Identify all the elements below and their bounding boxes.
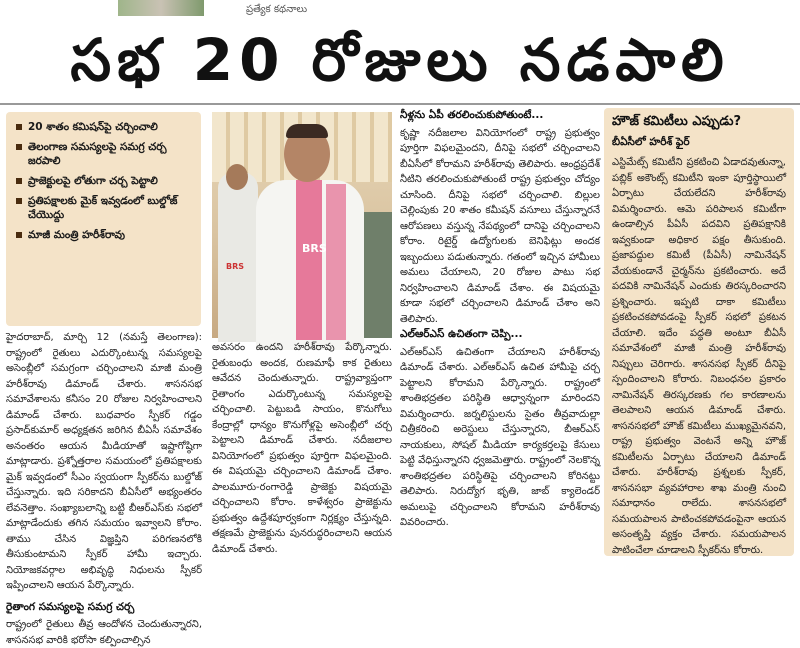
lead-paragraph: హైదరాబాద్, మార్చి 12 (నమస్తే తెలంగాణ): రాష్ట్రంలో రైతులు ఎదుర్కొంటున్న సమస్యలపై అసెంబ్లీలో సమగ్రంగా చర్చించాలని మాజీ మంత్రి హరీశ్‌రావు డిమాండ్ చేశారు. శాసనసభ సమావేశాలను కనీసం 20 రోజుల నిర్వహించాలని డిమాండ్ చేశారు. బుధవారం స్పీకర్ గడ్డం ప్రసాద్‌కుమార్ అధ్యక్షతన జరిగిన బీఏసీ సమావేశం అనంతరం ఆయన మీడియాతో ఇష్టాగోష్ఠిగా మాట్లాడారు. ప్రశ్నోత్తరాల సమయంలో ప్రతిపక్షాలకు మైక్ ఇవ్వడంలో సీఎం స్వయంగా స్పీకర్‌ను బుల్డోజ్ చేస్తున్నారు. ఇది సరికాదని బీఏసీలో అభ్యంతరం లేవనెత్తాం. సంఖ్యాబలాన్ని బట్టి బీఆర్ఎస్‌కు సభలో మాట్లాడేందుకు తగిన సమయం ఇవ్వాలని కోరాం. తాము చేసిన విజ్ఞప్తిని పరిగణనలోకి తీసుకుంటామని స్పీకర్ హామీ ఇచ్చారు. నియోజకవర్గాల అభివృద్ధి నిధులను స్పీకర్ ఇప్పించాలని ఆయన పేర్కొన్నారు. [6, 332, 202, 591]
highlight-item: ప్రాజెక్టులపై లోతుగా చర్చ పెట్టాలి [16, 174, 195, 188]
highlight-item: తెలంగాణ సమస్యలపై సమగ్ర చర్చ జరపాలి [16, 140, 195, 168]
subheading-farmers: రైతాంగ సమస్యలపై సమగ్ర చర్చ [6, 600, 135, 613]
sidebar-title: హౌజ్ కమిటీలు ఎప్పుడు? [612, 114, 742, 129]
article-column-1 [6, 330, 202, 646]
paragraph: ఎల్‌ఆర్‌ఎస్ ఉచితంగా చేయాలని హరీశ్‌రావు డిమాండ్ చేశారు. ఎల్‌ఆర్‌ఎస్ ఉచిత హామీపై చర్చ పెట్టాలని కోరామని పేర్కొన్నారు. రాష్ట్రంలో శాంతిభద్రతల పరిస్థితి ఆధ్వాన్నంగా మారిందని విమర్శించారు. జర్నలిస్టులను సైతం తీవ్రవాదుల్లా చిత్రీకరించి అరెస్టులు చేస్తున్నారని, బీఆర్ఎస్ నాయకులు, సోషల్ మీడియా కార్యకర్తలపై కేసులు పెట్టి వేధిస్తున్నారని ధ్వజమెత్తారు. రాష్ట్రంలో నెలకొన్న శాంతిభద్రతల పరిస్థితిపై చర్చించాలని కోరినట్టు తెలిపారు. నిరుద్యోగ భృతి, జాబ్ క్యాలెండర్ అమలుపై చర్చించాలని కోరామని హరీశ్‌రావు వివరించారు. [400, 346, 600, 528]
photo-badge: BRS [302, 242, 327, 255]
photo-chair [362, 212, 392, 338]
highlights-box [6, 112, 201, 326]
top-strip [0, 0, 800, 20]
photo-scarf-left [296, 180, 322, 340]
subheading-lrs: ఎల్‌ఆర్‌ఎస్ ఉచితంగా చెప్పి... [400, 328, 523, 340]
sidebar-subheading: బీఏసీలో హరీశ్ ఫైర్ [612, 136, 690, 148]
headline: సభ 20 రోజులు నడపాలి [70, 26, 730, 94]
photo-badge-small: BRS [226, 262, 245, 271]
thumbnail-image [118, 0, 204, 16]
subheading-water: నీళ్లను ఏపీ తరలించుకుపోతుంటే... [400, 109, 544, 121]
divider [0, 103, 800, 105]
paragraph: రాష్ట్రంలో రైతులు తీవ్ర ఆందోళన చెందుతున్నారని, శాసనసభ వారికి భరోసా కల్పించాల్సిన [6, 619, 202, 646]
highlights-list [6, 112, 201, 242]
paragraph: కృష్ణా నదీజలాల వినియోగంలో రాష్ట్ర ప్రభుత్వం పూర్తిగా విఫలమైందని, దీనిపై సభలో చర్చించాలని బీఏసీలో కోరామని హరీశ్‌రావు తెలిపారు. ఆంధ్రప్రదేశ్ నీటిని తరలించుకుపోతుంటే రాష్ట్ర ప్రభుత్వం చోద్యం చూసింది. దీనిపై సభలో చర్చించాలి. బిల్లుల చెల్లింపుకు 20 శాతం కమీషన్ వసూలు చేస్తున్నారనే ఆరోపణలు వస్తున్న నేపథ్యంలో దానిపై చర్చించాలని కోరాం. రిటైర్డ్ ఉద్యోగులకు బెనిఫిట్లు అందక ఇబ్బందులు పడుతున్నారు. గతంలో ఇచ్చిన హామీలు అమలు చేయాలని, 20 రోజుల పాటు సభ నిర్వహించాలని డిమాండ్ చేశాం. ఈ విషయమై కూడా సభలో చర్చించాలని డిమాండ్ చేశాం అని తెలిపారు. [400, 127, 600, 325]
paragraph: అవసరం ఉందని హరీశ్‌రావు పేర్కొన్నారు. రైతుబంధు అందక, రుణమాఫీ కాక రైతులు ఆవేదన చెందుతున్నారు. రాష్ట్రవ్యాప్తంగా రైతాంగం ఎదుర్కొంటున్న సమస్యలపై చర్చించాలి. పెట్టుబడి సాయం, కొనుగోలు కేంద్రాల్లో ధాన్యం కొనుగోళ్లపై అసెంబ్లీలో చర్చ పెట్టాలని డిమాండ్ చేశారు. నదీజలాల వినియోగంలో ప్రభుత్వం పూర్తిగా విఫలమైంది. ఈ విషయమై చర్చించాలని డిమాండ్ చేశాం. పాలమూరు-రంగారెడ్డి ప్రాజెక్టు విషయమై చర్చించాలని కోరాం. కాళేశ్వరం ప్రాజెక్టును ప్రభుత్వం ఉద్దేశపూర్వకంగా నిర్లక్ష్యం చేస్తున్నది. తక్షణమే ప్రాజెక్టును పునరుద్ధరించాలని ఆయన డిమాండ్ చేశారు. [212, 342, 392, 555]
highlight-item: 20 శాతం కమిషన్‌పై చర్చించాలి [16, 120, 195, 134]
section-label: ప్రత్యేక కథనాలు [246, 4, 308, 15]
highlight-item: ప్రతిపక్షాలకు మైక్ ఇవ్వడంలో బుల్డోజ్ చేయొద్దు [16, 194, 195, 222]
highlight-item: మాజీ మంత్రి హరీశ్‌రావు [16, 228, 195, 242]
news-photo [212, 112, 392, 338]
photo-person-hair [286, 124, 328, 138]
photo-person-left [218, 172, 258, 342]
photo-person-left-head [226, 164, 248, 190]
sidebar-text: ఎస్టిమేట్స్ కమిటీని ప్రకటించి ఏడాదవుతున్నా, పబ్లిక్ అకౌంట్స్ కమిటీని ఇంకా పూర్తిస్థాయిలో ఏర్పాటు చేయలేదని హరీశ్‌రావు విమర్శించారు. ఆమె పరిపాలన కమిటీగా ఉండాల్సిన పీఏసీ పదవిని ప్రతిపక్షానికి ఇవ్వకుండా అధికార పక్షం తీసుకుంది. ప్రజాపద్దుల కమిటీ (పీఏసీ) నామినేషన్ వేయకుండానే చైర్మన్‌ను ప్రకటించారు. అదే పదవికి నామినేషన్ ఎందుకు తిరస్కరించారని ప్రశ్నించారు. ఇప్పటి దాకా కమిటీలు ప్రకటించకపోవడంపై స్పీకర్ సభలో ప్రకటన చేయాలి. ఇదేం పద్ధతి అంటూ బీఏసీ సమావేశంలో మాజీ మంత్రి హరీశ్‌రావు నిప్పులు చెరిగారు. శాసనసభ స్పీకర్ దీనిపై స్పందించాలని కోరారు. నిబంధనల ప్రకారం నామినేషన్ తిరస్కరణకు గల కారణాలను తెలపాలని ఆయన డిమాండ్ చేశారు. శాసనసభలో హౌజ్ కమిటీలు ముఖ్యమైనవని, రాష్ట్ర ప్రభుత్వం వెంటనే అన్ని హౌజ్ కమిటీలను ఏర్పాటు చేయాలని డిమాండ్ చేశారు. హరీశ్‌రావు ప్రశ్నలకు స్పీకర్, శాసనసభా వ్యవహారాల శాఖ మంత్రి నుంచి సమాధానం రాలేదు. శాసనసభలో సమయపాలన పాటించకపోవడంపైనా ఆయన అసంతృప్తి వ్యక్తం చేశారు. సమయపాలన పాటించేలా చూడాలని స్పీకర్‌ను కోరారు. [612, 157, 786, 556]
article-column-3 [400, 108, 600, 531]
photo-scarf-right [326, 184, 346, 340]
sidebar-box [604, 108, 794, 556]
article-column-2 [212, 340, 392, 557]
